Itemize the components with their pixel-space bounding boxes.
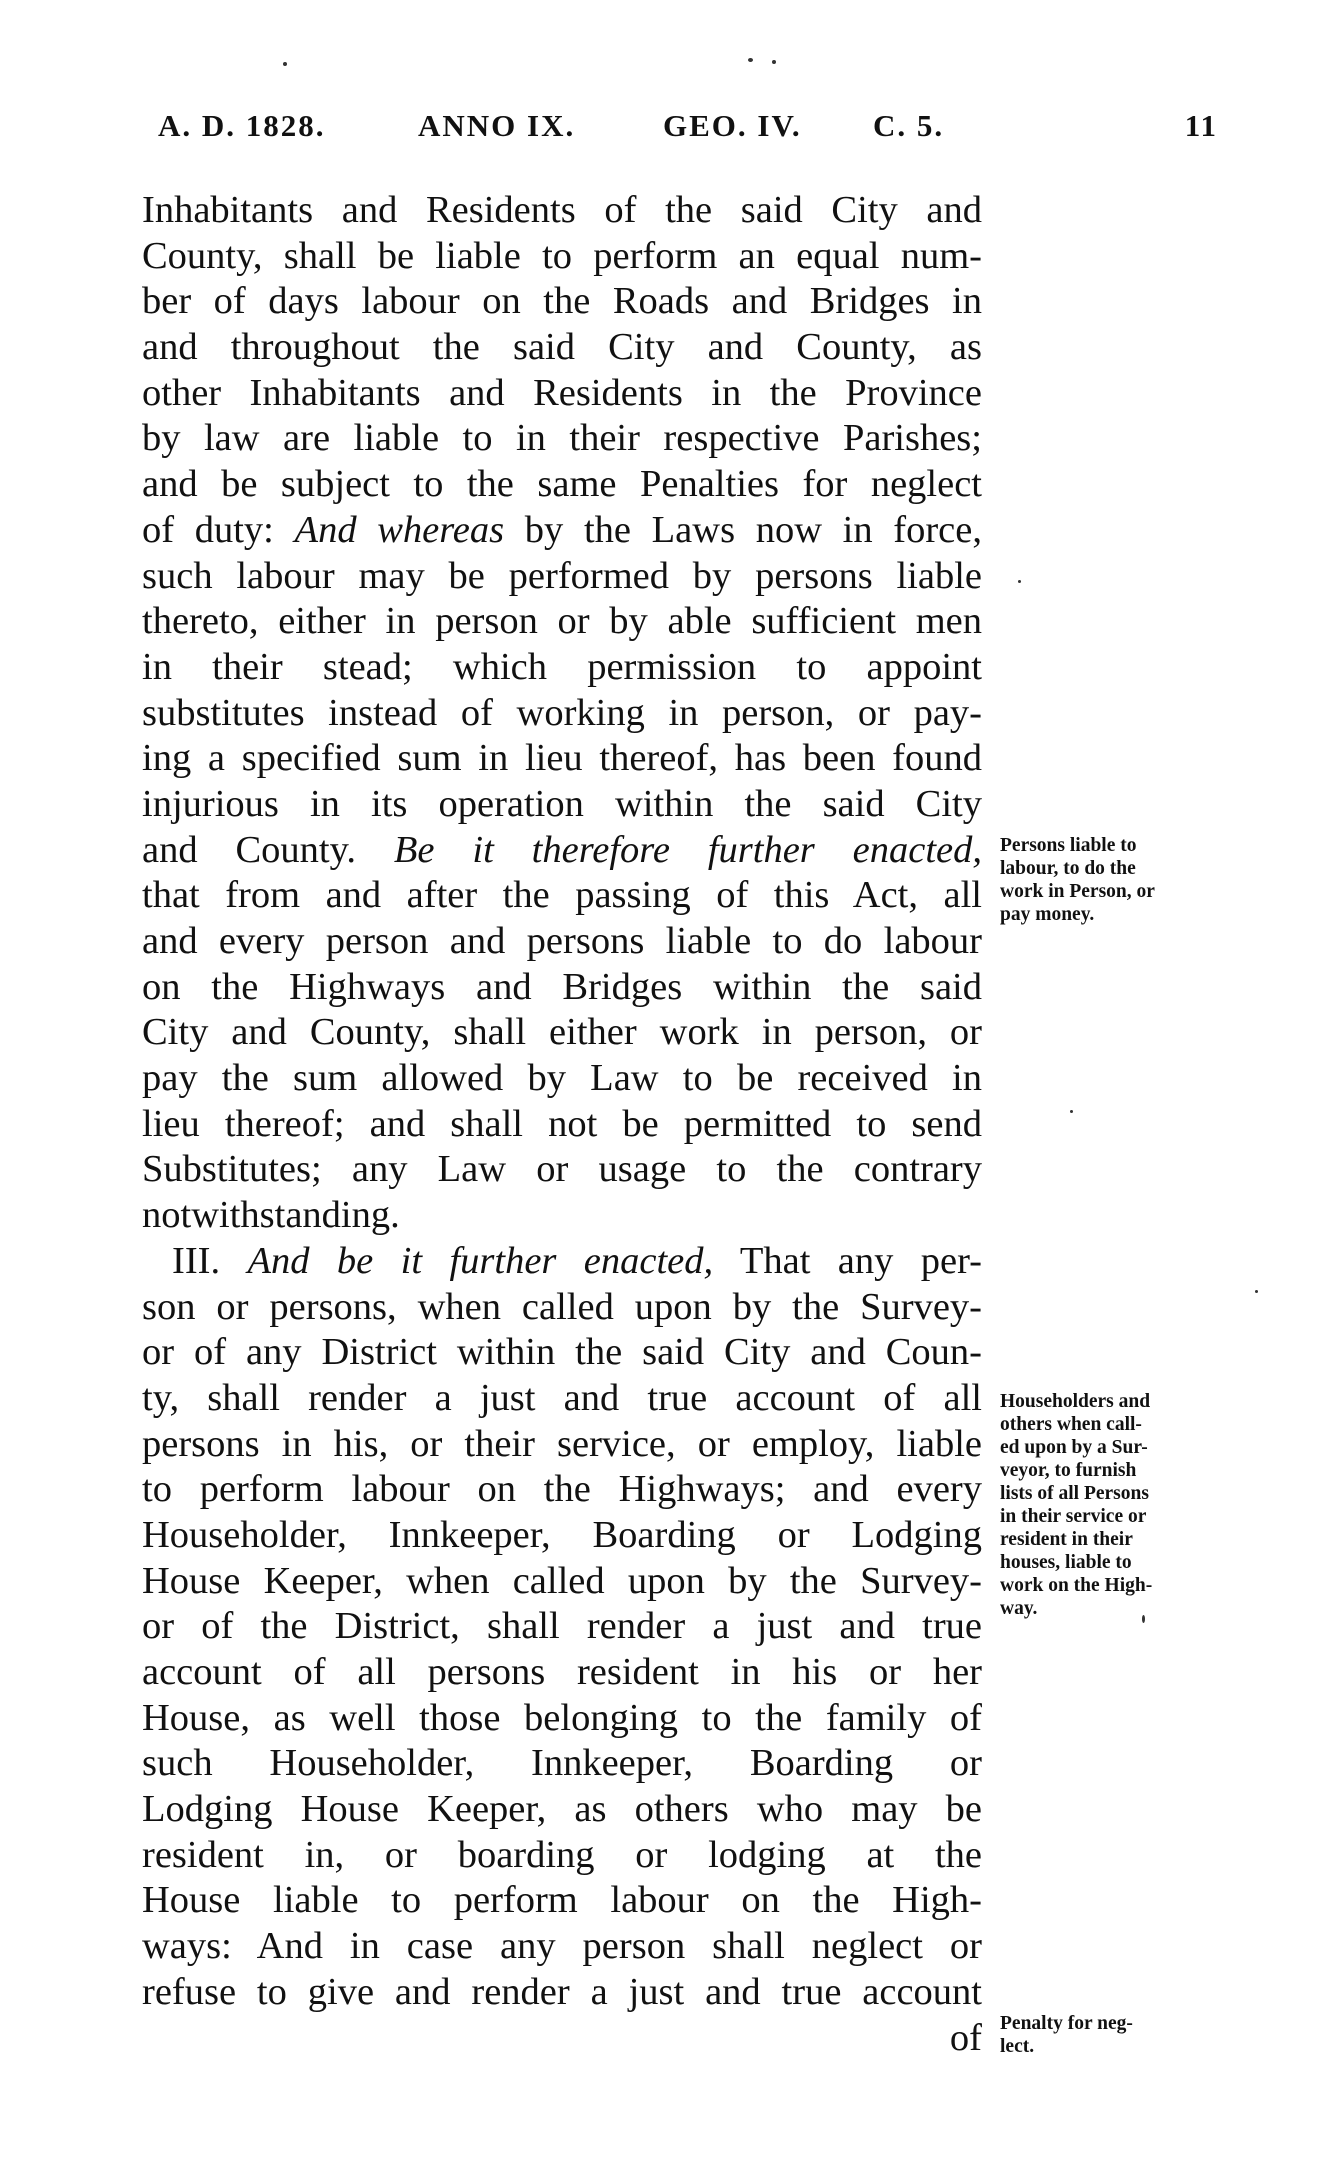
scan-speck bbox=[772, 60, 776, 64]
text-segment: by the Laws now in force, bbox=[504, 508, 982, 551]
text-segment: of duty: bbox=[142, 508, 295, 551]
note-line: ed upon by a Sur- bbox=[1000, 1437, 1148, 1458]
page-number: 11 bbox=[1184, 108, 1218, 143]
italic-phrase: Be it therefore further enacted, bbox=[393, 828, 983, 871]
text-line: pay the sum allowed by Law to be received in bbox=[142, 1057, 982, 1100]
scan-speck bbox=[748, 58, 753, 62]
header-year: A. D. 1828. bbox=[158, 108, 326, 143]
note-line: others when call- bbox=[1000, 1414, 1142, 1435]
text-line: Lodging House Keeper, as others who may be bbox=[142, 1788, 982, 1831]
text-line: such labour may be performed by persons liable bbox=[142, 554, 982, 597]
scan-speck bbox=[1255, 1290, 1258, 1293]
note-line: in their service or bbox=[1000, 1506, 1147, 1527]
text-line: resident in, or boarding or lodging at the bbox=[142, 1833, 982, 1876]
body-text bbox=[142, 188, 982, 2061]
text-line: by law are liable to in their respective Parishes; bbox=[142, 417, 982, 460]
note-line: Persons liable to bbox=[1000, 835, 1137, 856]
text-line: or of any District within the said City and Coun- bbox=[142, 1331, 982, 1374]
text-line: or of the District, shall render a just and true bbox=[142, 1605, 982, 1648]
text-line: such Householder, Innkeeper, Boarding or bbox=[142, 1742, 982, 1785]
note-line: way. bbox=[1000, 1598, 1038, 1619]
marginal-note-householders bbox=[1000, 1390, 1222, 1620]
text-line: County, shall be liable to perform an equal num- bbox=[142, 234, 982, 277]
marginal-note-persons-liable bbox=[1000, 834, 1222, 926]
text-line: City and County, shall either work in person, or bbox=[142, 1011, 982, 1054]
marginal-note-penalty bbox=[1000, 2012, 1222, 2058]
note-line: houses, liable to bbox=[1000, 1552, 1132, 1573]
scan-speck bbox=[1142, 1615, 1145, 1623]
italic-phrase: And be it further enacted, bbox=[247, 1239, 714, 1282]
text-line: ty, shall render a just and true account of all bbox=[142, 1376, 982, 1419]
text-line: notwithstanding. bbox=[142, 1194, 400, 1237]
scan-speck bbox=[283, 62, 287, 66]
text-line: other Inhabitants and Residents in the Province bbox=[142, 371, 982, 414]
text-line: persons in his, or their service, or employ, liable bbox=[142, 1422, 982, 1465]
section-number: III. bbox=[172, 1239, 248, 1282]
running-header bbox=[158, 108, 1218, 152]
note-line: pay money. bbox=[1000, 904, 1095, 925]
text-segment: and County. bbox=[142, 828, 394, 871]
note-line: lect. bbox=[1000, 2036, 1035, 2057]
text-line: on the Highways and Bridges within the said bbox=[142, 965, 982, 1008]
text-line: and be subject to the same Penalties for neglect bbox=[142, 463, 982, 506]
text-line: refuse to give and render a just and true account bbox=[142, 1970, 982, 2013]
text-line: and every person and persons liable to do labour bbox=[142, 920, 982, 962]
text-line: House Keeper, when called upon by the Survey- bbox=[142, 1559, 982, 1602]
note-line: Penalty for neg- bbox=[1000, 2013, 1133, 2034]
text-line: House liable to perform labour on the High- bbox=[142, 1879, 982, 1922]
text-line: son or persons, when called upon by the Survey- bbox=[142, 1285, 982, 1328]
text-line: that from and after the passing of this Act, all bbox=[142, 874, 982, 917]
header-anno: ANNO IX. bbox=[418, 108, 576, 143]
text-line bbox=[142, 828, 982, 874]
catchword: of bbox=[949, 2016, 982, 2059]
text-line: account of all persons resident in his or her bbox=[142, 1651, 982, 1693]
text-line: lieu thereof; and shall not be permitted to send bbox=[142, 1102, 982, 1145]
text-line: Inhabitants and Residents of the said City and bbox=[142, 189, 982, 231]
scan-speck bbox=[1070, 1110, 1073, 1113]
text-line: ways: And in case any person shall neglect or bbox=[142, 1925, 982, 1968]
text-line: ing a specified sum in lieu thereof, has been found bbox=[142, 737, 982, 780]
text-line: Substitutes; any Law or usage to the contrary bbox=[142, 1148, 982, 1191]
header-chapter: C. 5. bbox=[873, 108, 945, 143]
text-line: House, as well those belonging to the family of bbox=[142, 1696, 982, 1739]
note-line: work on the High- bbox=[1000, 1575, 1153, 1596]
note-line: veyor, to furnish bbox=[1000, 1460, 1137, 1481]
text-line: Householder, Innkeeper, Boarding or Lodging bbox=[142, 1513, 982, 1556]
note-line: lists of all Persons bbox=[1000, 1483, 1149, 1504]
text-line: in their stead; which permission to appoint bbox=[142, 645, 982, 688]
text-line: injurious in its operation within the said City bbox=[142, 782, 982, 825]
scan-speck bbox=[1018, 580, 1021, 583]
section-heading-line bbox=[142, 1239, 982, 1285]
note-line: labour, to do the bbox=[1000, 858, 1136, 879]
text-line: thereto, either in person or by able sufficient men bbox=[142, 600, 982, 643]
header-reign: GEO. IV. bbox=[663, 108, 802, 143]
note-line: work in Person, or bbox=[1000, 881, 1155, 902]
italic-phrase: And whereas bbox=[294, 508, 505, 551]
text-line: ber of days labour on the Roads and Bridges in bbox=[142, 280, 982, 323]
text-line: and throughout the said City and County, as bbox=[142, 326, 982, 369]
note-line: resident in their bbox=[1000, 1529, 1133, 1550]
text-segment: That any per- bbox=[713, 1239, 983, 1282]
text-line: to perform labour on the Highways; and every bbox=[142, 1468, 982, 1511]
text-line: substitutes instead of working in person, or pay- bbox=[142, 691, 982, 734]
text-line bbox=[142, 508, 982, 554]
note-line: Householders and bbox=[1000, 1391, 1151, 1412]
